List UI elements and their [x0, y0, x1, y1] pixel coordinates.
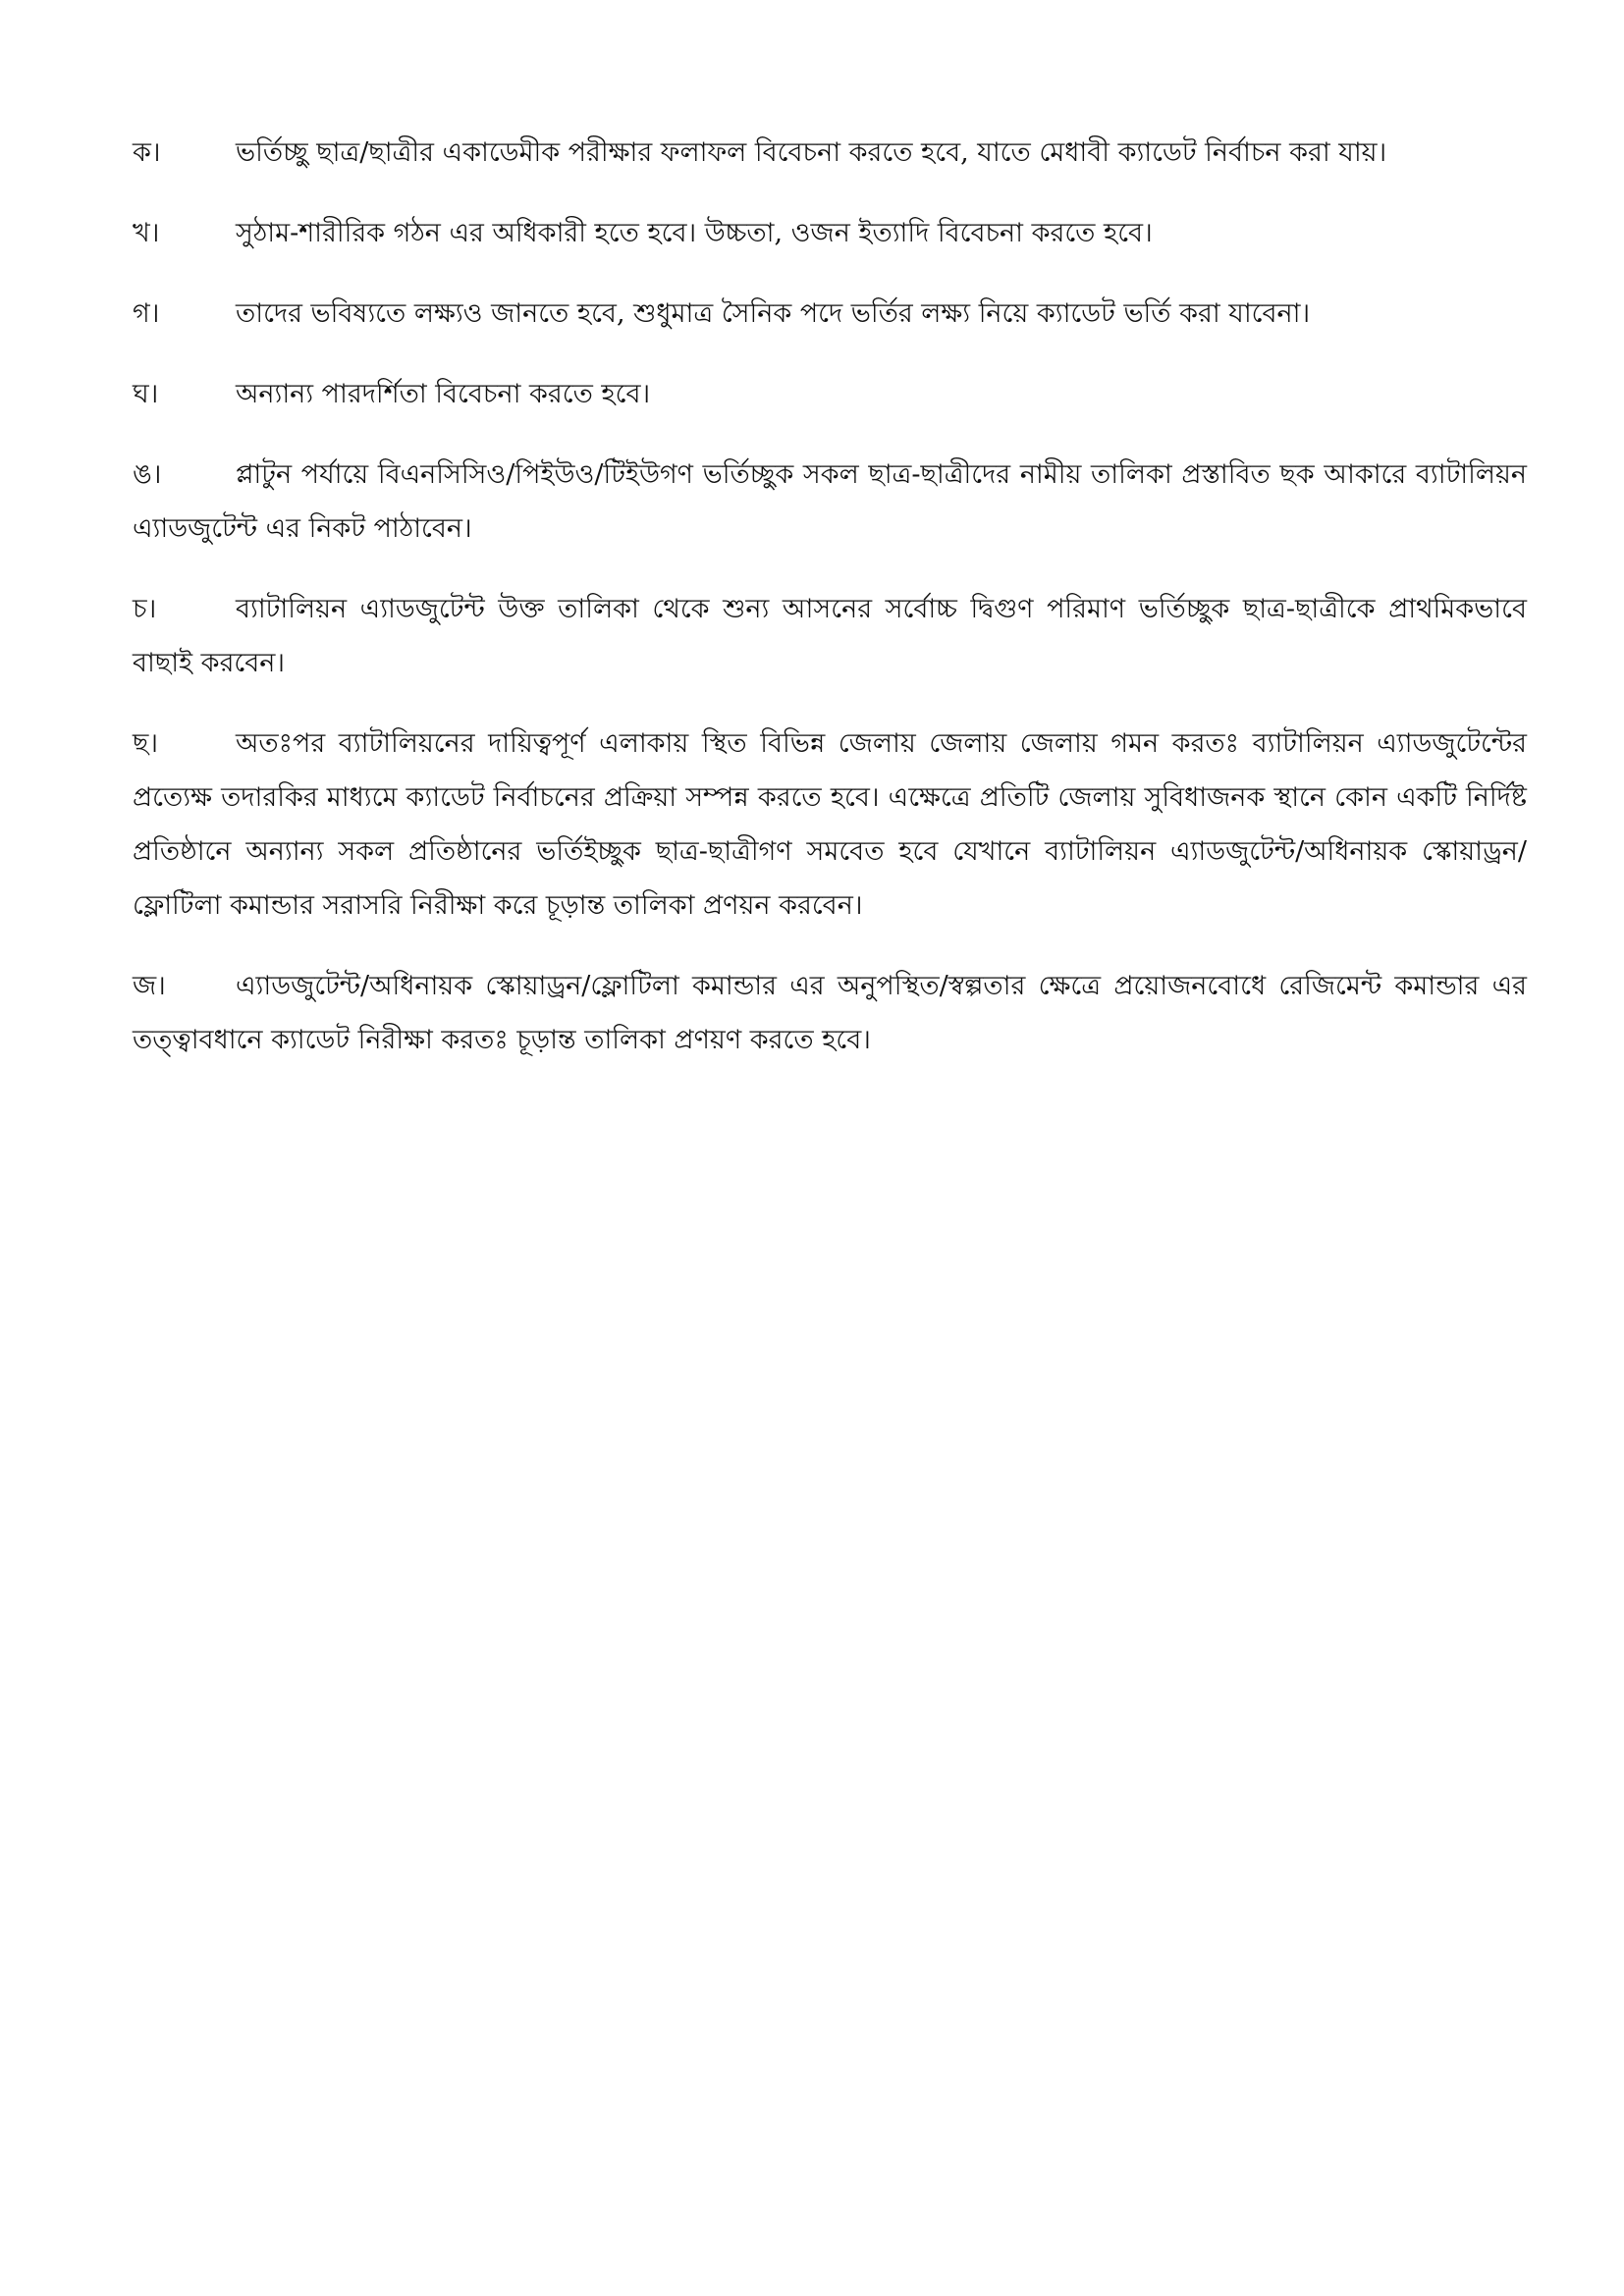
item-text: অতঃপর ব্যাটালিয়নের দায়িত্বপূর্ণ এলাকায় স্থিত বিভিন্ন জেলায় জেলায় জেলায় গমন করতঃ ব্যাটালিয়ন এ্যাডজুটেন্টের প্রত্যেক্ষ তদারকির মাধ্যমে ক্যাডেট নির্বাচনের প্রক্রিয়া সম্পন্ন করতে হবে। এক্ষেত্রে প্রতিটি জেলায় সুবিধাজনক স্থানে কোন একটি নির্দিষ্ট প্রতিষ্ঠানে অন্যান্য সকল প্রতিষ্ঠানের ভর্তিইচ্ছুক ছাত্র-ছাত্রীগণ সমবেত হবে যেখানে ব্যাটালিয়ন এ্যাডজুটেন্ট/অধিনায়ক স্কোয়াড্রন/ফ্লোটিলা কমান্ডার সরাসরি নিরীক্ষা করে চূড়ান্ত তালিকা প্রণয়ন করবেন।	[133, 728, 1527, 921]
item-label: ক।	[133, 137, 161, 168]
item-label: খ।	[133, 218, 160, 248]
item-label: চ।	[133, 594, 157, 624]
document-body	[133, 126, 1527, 1094]
item-text: ভর্তিচ্ছু ছাত্র/ছাত্রীর একাডেমীক পরীক্ষার ফলাফল বিবেচনা করতে হবে, যাতে মেধাবী ক্যাডেট নির্বাচন করা যায়।	[236, 137, 1387, 168]
item-label: ঘ।	[133, 379, 159, 409]
item-label: জ।	[133, 971, 166, 1001]
list-item	[133, 287, 1527, 341]
list-item	[133, 206, 1527, 260]
list-item	[133, 448, 1527, 556]
item-text: সুঠাম-শারীরিক গঠন এর অধিকারী হতে হবে। উচ্চতা, ওজন ইত্যাদি বিবেচনা করতে হবে।	[236, 218, 1153, 248]
item-text: এ্যাডজুটেন্ট/অধিনায়ক স্কোয়াড্রন/ফ্লোটিলা কমান্ডার এর অনুপস্থিত/স্বল্পতার ক্ষেত্রে প্রয়োজনবোধে রেজিমেন্ট কমান্ডার এর তত্ত্বাবধানে ক্যাডেট নিরীক্ষা করতঃ চূড়ান্ত তালিকা প্রণয়ণ করতে হবে।	[133, 971, 1527, 1055]
item-label: ছ।	[133, 728, 159, 759]
item-text: প্লাটুন পর্যায়ে বিএনসিসিও/পিইউও/টিইউগণ ভর্তিচ্ছুক সকল ছাত্র-ছাত্রীদের নামীয় তালিকা প্রস্তাবিত ছক আকারে ব্যাটালিয়ন এ্যাডজুটেন্ট এর নিকট পাঠাবেন।	[133, 459, 1527, 544]
item-label: ঙ।	[133, 459, 162, 490]
list-item	[133, 959, 1527, 1067]
item-label: গ।	[133, 298, 160, 329]
item-text: অন্যান্য পারদর্শিতা বিবেচনা করতে হবে।	[236, 379, 651, 409]
list-item	[133, 126, 1527, 180]
item-text: ব্যাটালিয়ন এ্যাডজুটেন্ট উক্ত তালিকা থেকে শুন্য আসনের সর্বোচ্চ দ্বিগুণ পরিমাণ ভর্তিচ্ছুক ছাত্র-ছাত্রীকে প্রাথমিকভাবে বাছাই করবেন।	[133, 594, 1527, 678]
list-item	[133, 582, 1527, 690]
item-text: তাদের ভবিষ্যতে লক্ষ্যও জানতে হবে, শুধুমাত্র সৈনিক পদে ভর্তির লক্ষ্য নিয়ে ক্যাডেট ভর্তি করা যাবেনা।	[236, 298, 1311, 329]
list-item	[133, 717, 1527, 933]
list-item	[133, 367, 1527, 421]
